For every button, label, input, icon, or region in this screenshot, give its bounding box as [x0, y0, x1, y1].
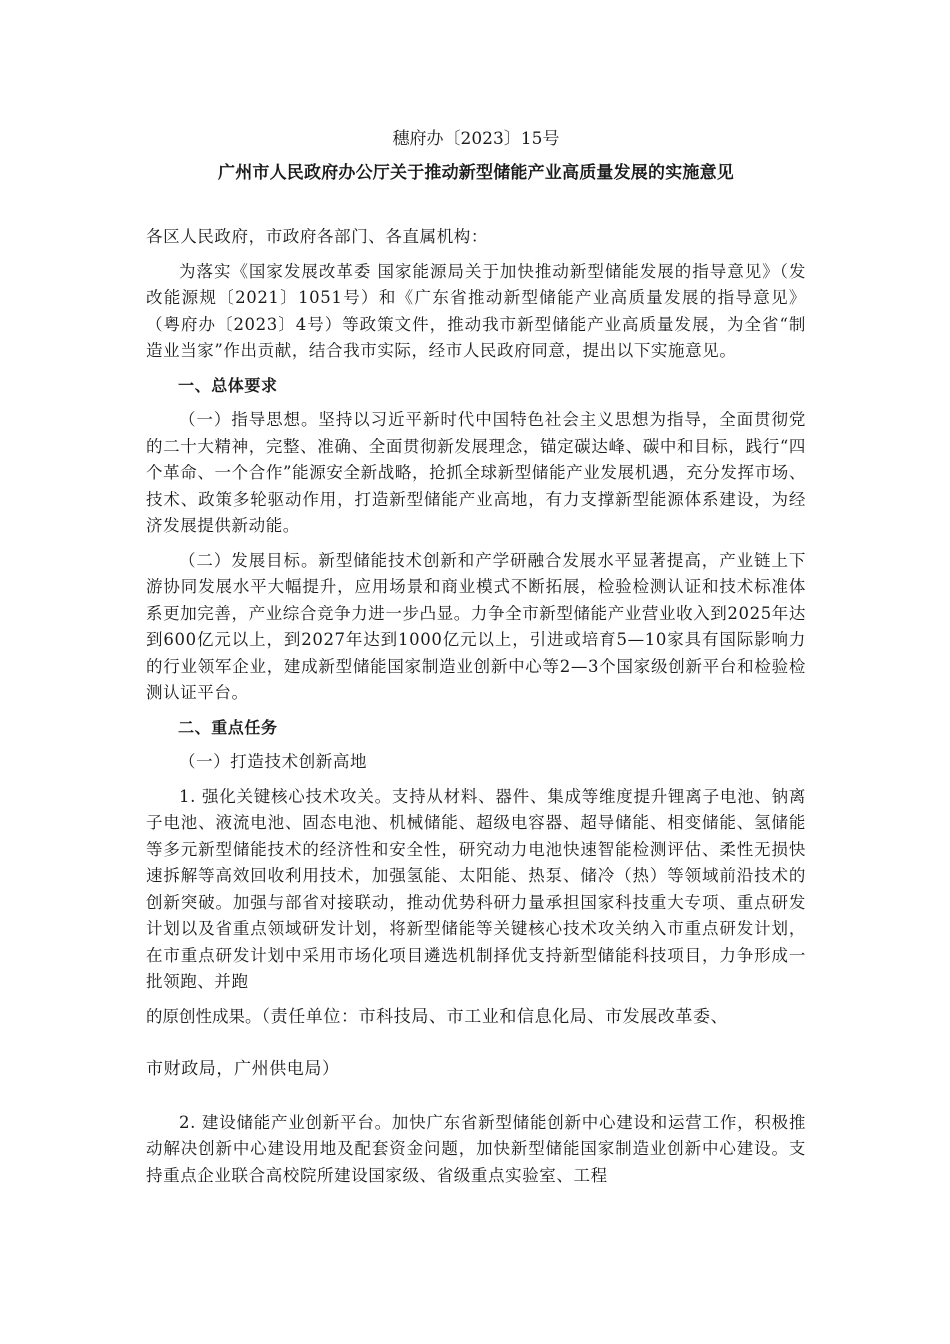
document-number: 穗府办〔2023〕15号: [392, 129, 560, 149]
task-1-responsible-units-continued: 市财政局，广州供电局）: [146, 1058, 340, 1079]
document-title: 广州市人民政府办公厅关于推动新型储能产业高质量发展的实施意见: [218, 163, 734, 183]
intro-paragraph: 为落实《国家发展改革委 国家能源局关于加快推动新型储能发展的指导意见》（发改能源规〔2021〕1051号）和《广东省推动新型储能产业高质量发展的指导意见》（粤府办〔2023〕4号）等政策文件，推动我市新型储能产业高质量发展，为全省“制造业当家”作出贡献，结合我市实际，经市人民政府同意，提出以下实施意见。: [146, 261, 806, 360]
salutation: 各区人民政府，市政府各部门、各直属机构：: [146, 227, 488, 246]
task-1-responsible-units: （责任单位：市科技局、市工业和信息化局、市发展改革委、: [261, 1006, 729, 1027]
task-1-last-line: [146, 1004, 806, 1030]
task-2-paragraph: 2. 建设储能产业创新平台。加快广东省新型储能创新中心建设和运营工作，积极推动解决创新中心建设用地及配套资金问题，加快新型储能国家制造业创新中心建设。支持重点企业联合高校院所建设国家级、省级重点实验室、工程: [146, 1112, 806, 1185]
document-body: [146, 124, 806, 1197]
guiding-ideology-paragraph: （一）指导思想。坚持以习近平新时代中国特色社会主义思想为指导，全面贯彻党的二十大精神，完整、准确、全面贯彻新发展理念，锚定碳达峰、碳中和目标，践行“四个革命、一个合作”能源安全新战略，抢抓全球新型储能产业发展机遇，充分发挥市场、技术、政策多轮驱动作用，打造新型储能产业高地，有力支撑新型能源体系建设，为经济发展提供新动能。: [146, 410, 806, 535]
task-1-tail: 的原创性成果。: [146, 1006, 262, 1026]
section-heading-general-requirements: 一、总体要求: [178, 375, 278, 395]
task-1-block: [146, 784, 806, 1082]
task-1-paragraph: 1. 强化关键核心技术攻关。支持从材料、器件、集成等维度提升锂离子电池、钠离子电池、液流电池、固态电池、机械储能、超级电容器、超导储能、相变储能、氢储能等多元新型储能技术的经济性和安全性，研究动力电池快速智能检测评估、柔性无损快速拆解等高效回收利用技术，加强氢能、太阳能、热泵、储冷（热）等领域前沿技术的创新突破。加强与部省对接联动，推动优势科研力量承担国家科技重大专项、重点研发计划以及省重点领域研发计划，将新型储能等关键核心技术攻关纳入市重点研发计划，在市重点研发计划中采用市场化项目遴选机制择优支持新型储能科技项目，力争形成一批领跑、并跑: [146, 786, 806, 991]
development-goals-paragraph: （二）发展目标。新型储能技术创新和产学研融合发展水平显著提高，产业链上下游协同发展水平大幅提升，应用场景和商业模式不断拓展，检验检测认证和技术标准体系更加完善，产业综合竞争力进一步凸显。力争全市新型储能产业营业收入到2025年达到600亿元以上，到2027年达到1000亿元以上，引进或培育5—10家具有国际影响力的行业领军企业，建成新型储能国家制造业创新中心等2—3个国家级创新平台和检验检测认证平台。: [146, 550, 806, 702]
section-heading-key-tasks: 二、重点任务: [178, 717, 278, 737]
subheading-tech-innovation: （一）打造技术创新高地: [179, 752, 368, 771]
